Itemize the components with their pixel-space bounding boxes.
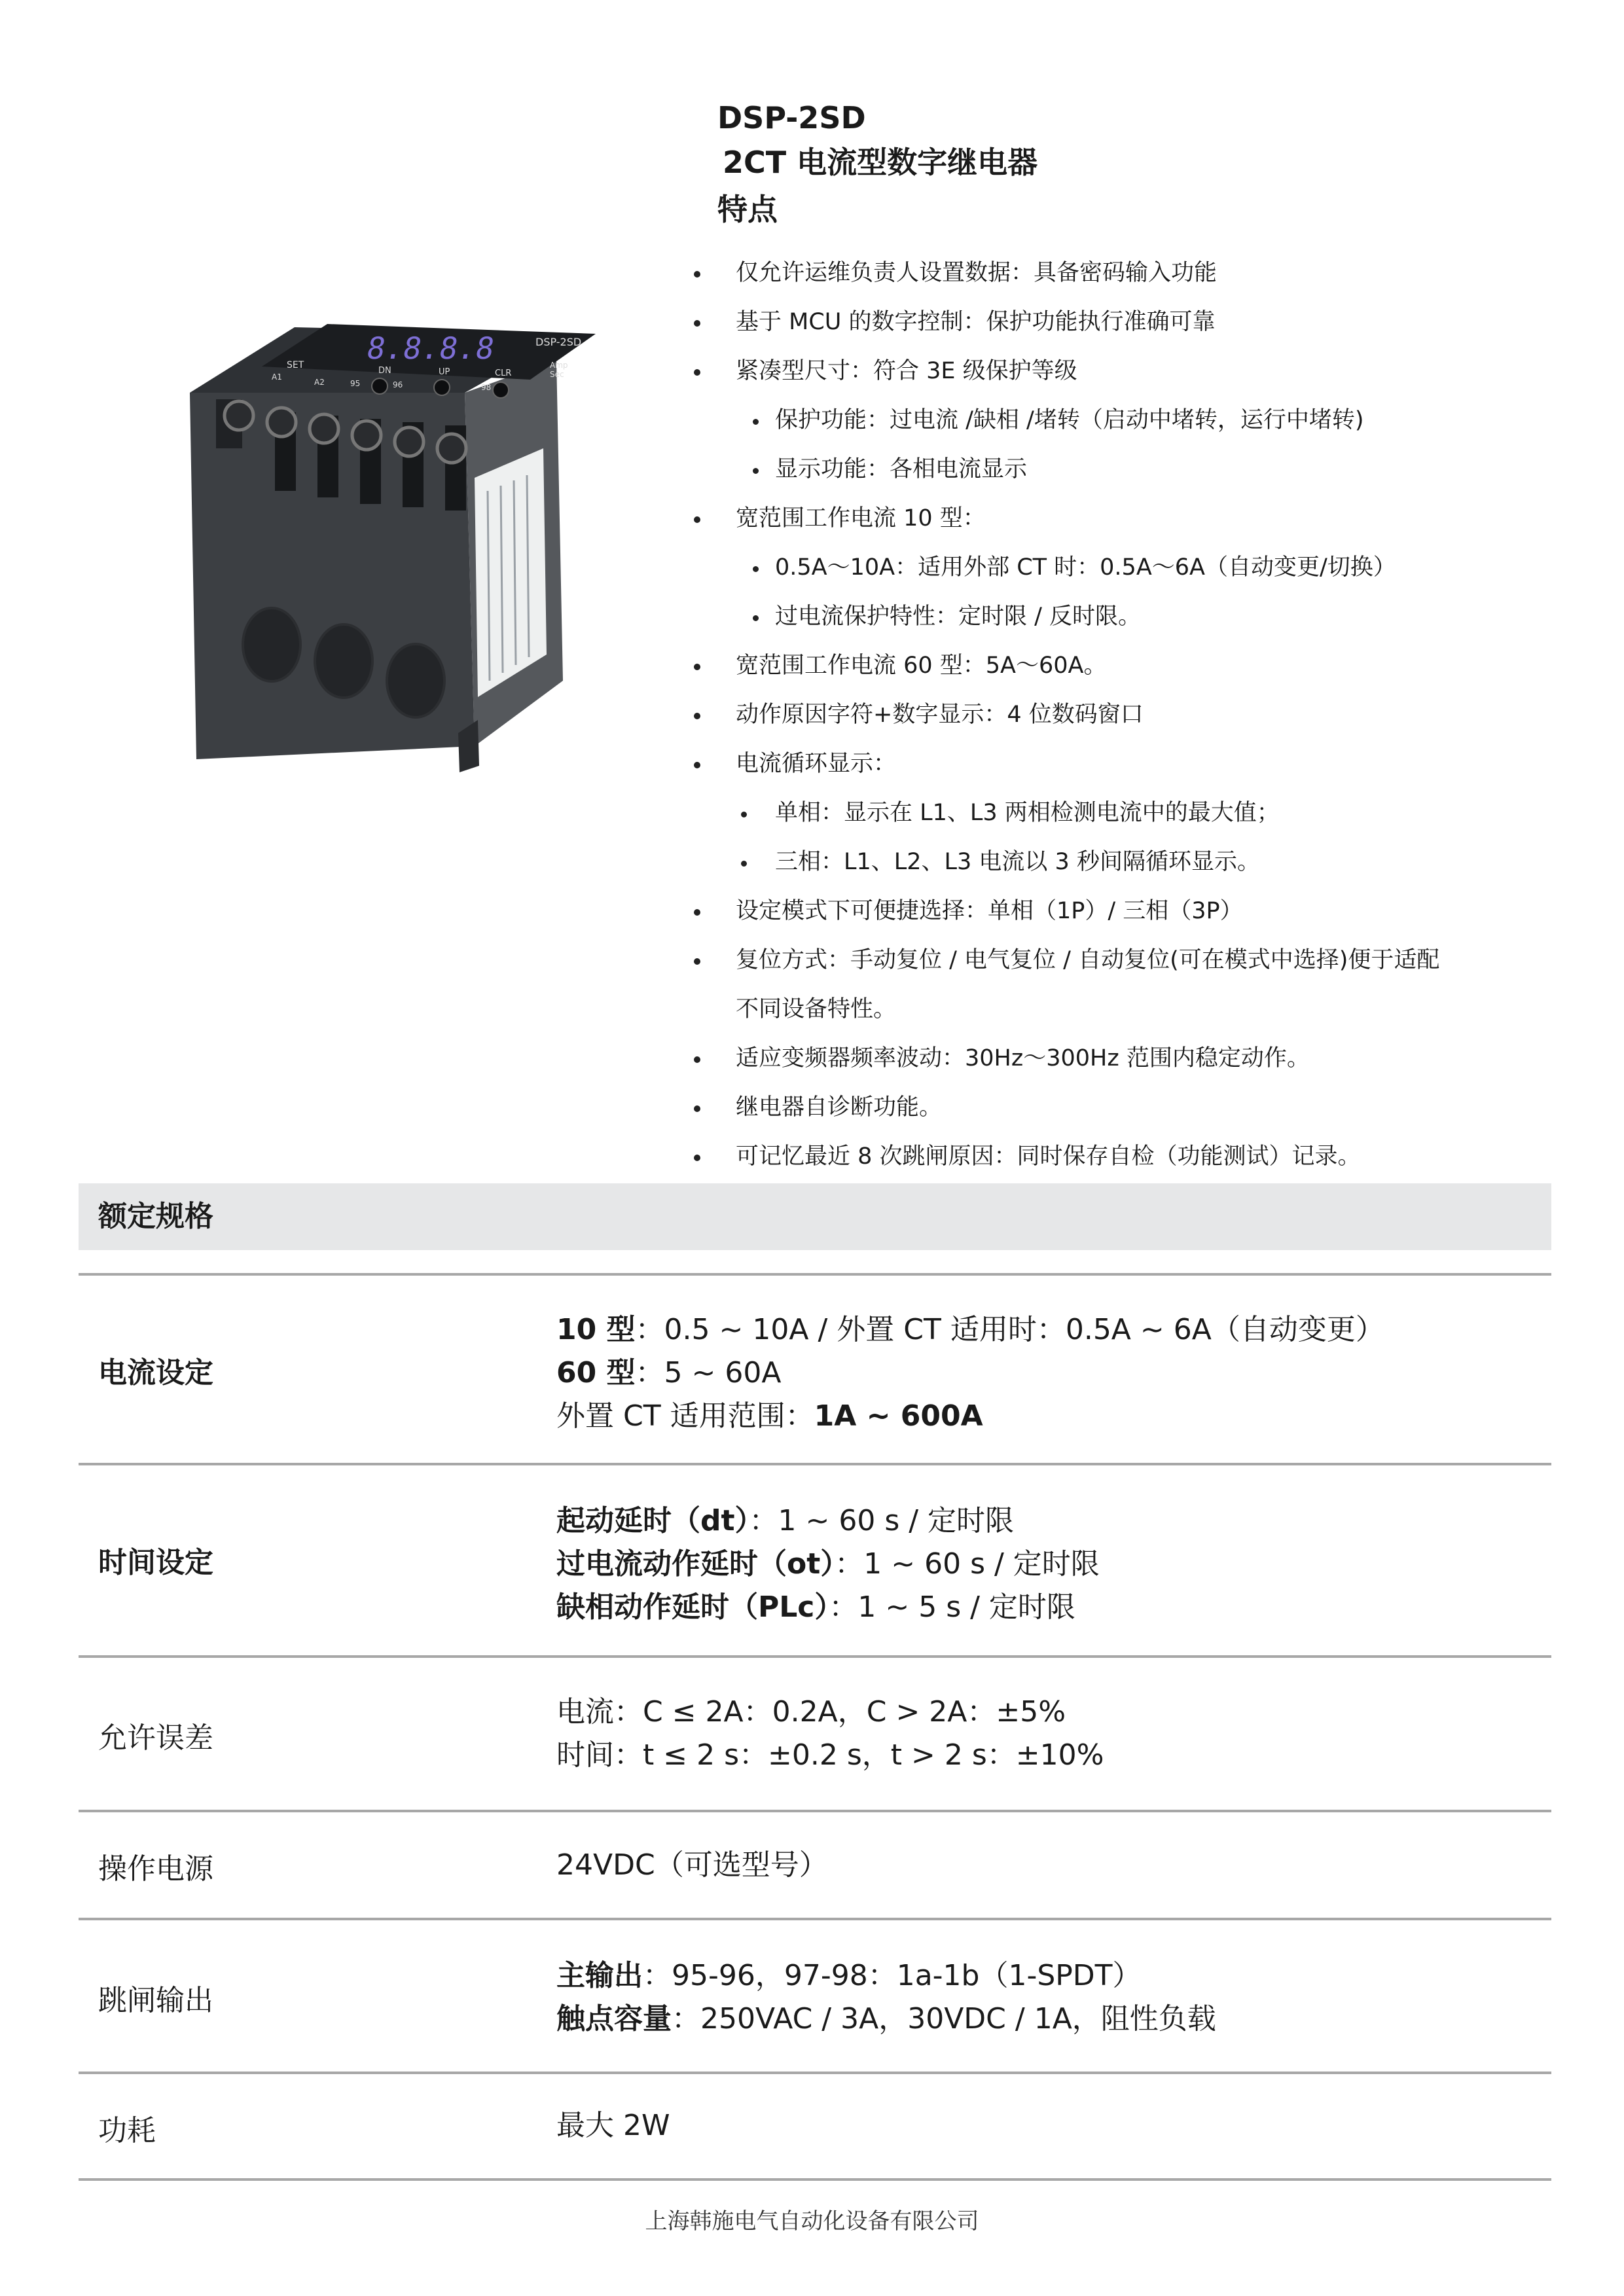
feature-text: 过电流保护特性：定时限 / 反时限。 xyxy=(775,603,1142,630)
device-label-sec: Sec xyxy=(550,370,564,379)
bullet-icon xyxy=(694,958,700,965)
spec-name: 操作电源 xyxy=(98,1852,213,1886)
spec-value-line xyxy=(556,1691,1104,1734)
spec-row xyxy=(79,1810,1551,1920)
feature-text: 单相：显示在 L1、L3 两相检测电流中的最大值； xyxy=(775,800,1280,826)
device-terminal-95: 95 xyxy=(350,379,361,388)
spec-values xyxy=(556,1954,1216,2041)
spec-value-line xyxy=(556,1954,1216,1998)
spec-value-bold: 起动延时（dt） xyxy=(556,1504,749,1537)
spec-value-bold: 触点容量 xyxy=(556,2002,672,2036)
feature-text: 紧凑型尺寸：符合 3E 级保护等级 xyxy=(736,358,1077,384)
spec-value-line xyxy=(556,1998,1216,2041)
bullet-icon xyxy=(694,762,700,768)
feature-item xyxy=(694,838,1571,887)
spec-value-bold: 过电流动作延时（ot） xyxy=(556,1547,835,1581)
spec-value-text: 电流：C ≤ 2A：0.2A，C > 2A：±5% xyxy=(556,1695,1066,1729)
spec-values xyxy=(556,2104,670,2147)
feature-text: 宽范围工作电流 10 型： xyxy=(736,505,986,531)
device-terminal-96: 96 xyxy=(393,380,403,389)
feature-item xyxy=(694,445,1571,494)
feature-text: 适应变频器频率波动：30Hz～300Hz 范围内稳定动作。 xyxy=(736,1045,1310,1071)
spec-value-text: ：1 ~ 60 s / 定时限 xyxy=(835,1547,1100,1581)
feature-item xyxy=(694,1083,1571,1132)
bullet-icon xyxy=(694,1056,700,1063)
product-model: DSP-2SD xyxy=(717,100,866,135)
bullet-icon xyxy=(741,861,747,867)
spec-value-text: ：1 ~ 5 s / 定时限 xyxy=(829,1590,1075,1624)
product-header xyxy=(717,97,1038,233)
spec-name: 时间设定 xyxy=(98,1546,213,1579)
spec-value-bold: 主输出 xyxy=(556,1959,643,1992)
spec-value-bold: 60 型 xyxy=(556,1356,636,1390)
feature-item xyxy=(694,592,1571,641)
feature-text: 0.5A～10A：适用外部 CT 时：0.5A～6A（自动变更/切换） xyxy=(775,554,1396,581)
feature-item xyxy=(694,691,1571,740)
feature-text: 可记忆最近 8 次跳闸原因：同时保存自检（功能测试）记录。 xyxy=(736,1143,1361,1170)
feature-item xyxy=(694,249,1571,298)
bullet-icon xyxy=(694,1105,700,1112)
device-label-amp: Amp xyxy=(550,361,568,370)
bullet-icon xyxy=(753,615,759,621)
spec-value-line xyxy=(556,2104,670,2147)
bullet-icon xyxy=(694,271,700,278)
spec-name: 允许误差 xyxy=(98,1721,213,1755)
feature-text: 基于 MCU 的数字控制：保护功能执行准确可靠 xyxy=(736,309,1216,335)
feature-item xyxy=(694,1034,1571,1083)
spec-value-text: 时间：t ≤ 2 s：±0.2 s，t > 2 s：±10% xyxy=(556,1738,1104,1772)
specs-heading: 额定规格 xyxy=(98,1200,213,1233)
feature-text: 显示功能：各相电流显示 xyxy=(775,456,1028,482)
spec-row xyxy=(79,1463,1551,1658)
feature-item xyxy=(694,985,1571,1034)
spec-value-text: ：5 ~ 60A xyxy=(635,1356,782,1390)
feature-text: 电流循环显示： xyxy=(736,751,897,777)
spec-row xyxy=(79,1918,1551,2074)
spec-value-text: ：95-96，97-98：1a-1b（1-SPDT） xyxy=(643,1959,1142,1992)
features-heading: 特点 xyxy=(717,192,778,227)
bullet-icon xyxy=(694,909,700,916)
device-terminal-a1: A1 xyxy=(272,372,282,382)
spec-name: 功耗 xyxy=(98,2114,156,2147)
product-image xyxy=(177,314,609,864)
feature-item xyxy=(694,298,1571,347)
feature-text: 三相：L1、L2、L3 电流以 3 秒间隔循环显示。 xyxy=(775,849,1260,875)
spec-value-line xyxy=(556,1543,1100,1586)
specs-heading-bar xyxy=(79,1183,1551,1250)
spec-row xyxy=(79,2072,1551,2181)
spec-value-line xyxy=(556,1395,1384,1438)
bullet-icon xyxy=(694,320,700,327)
feature-item xyxy=(694,1132,1571,1181)
spec-value-line xyxy=(556,1734,1104,1777)
spec-value-text: 外置 CT 适用范围： xyxy=(556,1399,814,1433)
feature-item xyxy=(694,936,1571,985)
device-label-model: DSP-2SD xyxy=(535,336,582,348)
device-label-dn: DN xyxy=(378,366,391,376)
feature-item xyxy=(694,347,1571,396)
feature-text: 不同设备特性。 xyxy=(736,996,897,1022)
feature-text: 设定模式下可便捷选择：单相（1P）/ 三相（3P） xyxy=(736,898,1243,924)
spec-value-bold: 缺相动作延时（PLc） xyxy=(556,1590,829,1624)
bullet-icon xyxy=(753,468,759,474)
spec-row xyxy=(79,1655,1551,1812)
spec-values xyxy=(556,1844,828,1887)
device-display: 8.8.8.8 xyxy=(364,331,497,366)
feature-text: 动作原因字符+数字显示：4 位数码窗口 xyxy=(736,702,1144,728)
bullet-icon xyxy=(753,419,759,425)
company-footer: 上海韩施电气自动化设备有限公司 xyxy=(645,2208,979,2234)
feature-text: 保护功能：过电流 /缺相 /堵转（启动中堵转，运行中堵转) xyxy=(775,407,1364,433)
device-terminal-98: 98 xyxy=(481,383,492,392)
feature-item xyxy=(694,789,1571,838)
spec-value-line xyxy=(556,1499,1100,1543)
feature-item xyxy=(694,740,1571,789)
bullet-icon xyxy=(694,369,700,376)
spec-value-text: ：1 ~ 60 s / 定时限 xyxy=(749,1504,1015,1537)
spec-value-line xyxy=(556,1844,828,1887)
feature-item xyxy=(694,543,1571,592)
specs-table-bottom-rule xyxy=(79,2178,1551,2181)
spec-values xyxy=(556,1308,1384,1438)
product-title: 2CT 电流型数字继电器 xyxy=(723,145,1038,180)
bullet-icon xyxy=(694,713,700,719)
spec-values xyxy=(556,1499,1100,1629)
feature-text: 复位方式：手动复位 / 电气复位 / 自动复位(可在模式中选择)便于适配 xyxy=(736,947,1440,973)
feature-text: 继电器自诊断功能。 xyxy=(736,1094,943,1121)
spec-values xyxy=(556,1691,1104,1777)
bullet-icon xyxy=(694,664,700,670)
feature-text: 仅允许运维负责人设置数据：具备密码输入功能 xyxy=(736,260,1218,286)
spec-value-line xyxy=(556,1352,1384,1395)
feature-text: 宽范围工作电流 60 型：5A～60A。 xyxy=(736,653,1107,679)
device-label-up: UP xyxy=(439,367,450,377)
feature-item xyxy=(694,641,1571,691)
bullet-icon xyxy=(741,812,747,817)
spec-value-text: ：250VAC / 3A，30VDC / 1A，阻性负载 xyxy=(672,2002,1216,2036)
spec-name: 电流设定 xyxy=(98,1356,213,1390)
features-list xyxy=(694,249,1571,1181)
spec-value-text: ：0.5 ~ 10A / 外置 CT 适用时：0.5A ~ 6A（自动变更） xyxy=(635,1313,1384,1346)
bullet-icon xyxy=(694,516,700,523)
spec-value-line xyxy=(556,1586,1100,1629)
device-label-set: SET xyxy=(287,360,304,370)
spec-name: 跳闸输出 xyxy=(98,1984,213,2017)
device-label-clr: CLR xyxy=(495,368,512,378)
bullet-icon xyxy=(694,1155,700,1161)
spec-value-text: 最大 2W xyxy=(556,2109,670,2142)
spec-value-line xyxy=(556,1308,1384,1352)
device-terminal-a2: A2 xyxy=(314,378,325,387)
spec-value-bold: 10 型 xyxy=(556,1313,636,1346)
spec-row xyxy=(79,1273,1551,1465)
spec-value-text: 24VDC（可选型号） xyxy=(556,1848,828,1882)
spec-value-bold: 1A ~ 600A xyxy=(814,1399,983,1433)
feature-item xyxy=(694,494,1571,543)
feature-item xyxy=(694,887,1571,936)
feature-item xyxy=(694,396,1571,445)
bullet-icon xyxy=(753,566,759,572)
